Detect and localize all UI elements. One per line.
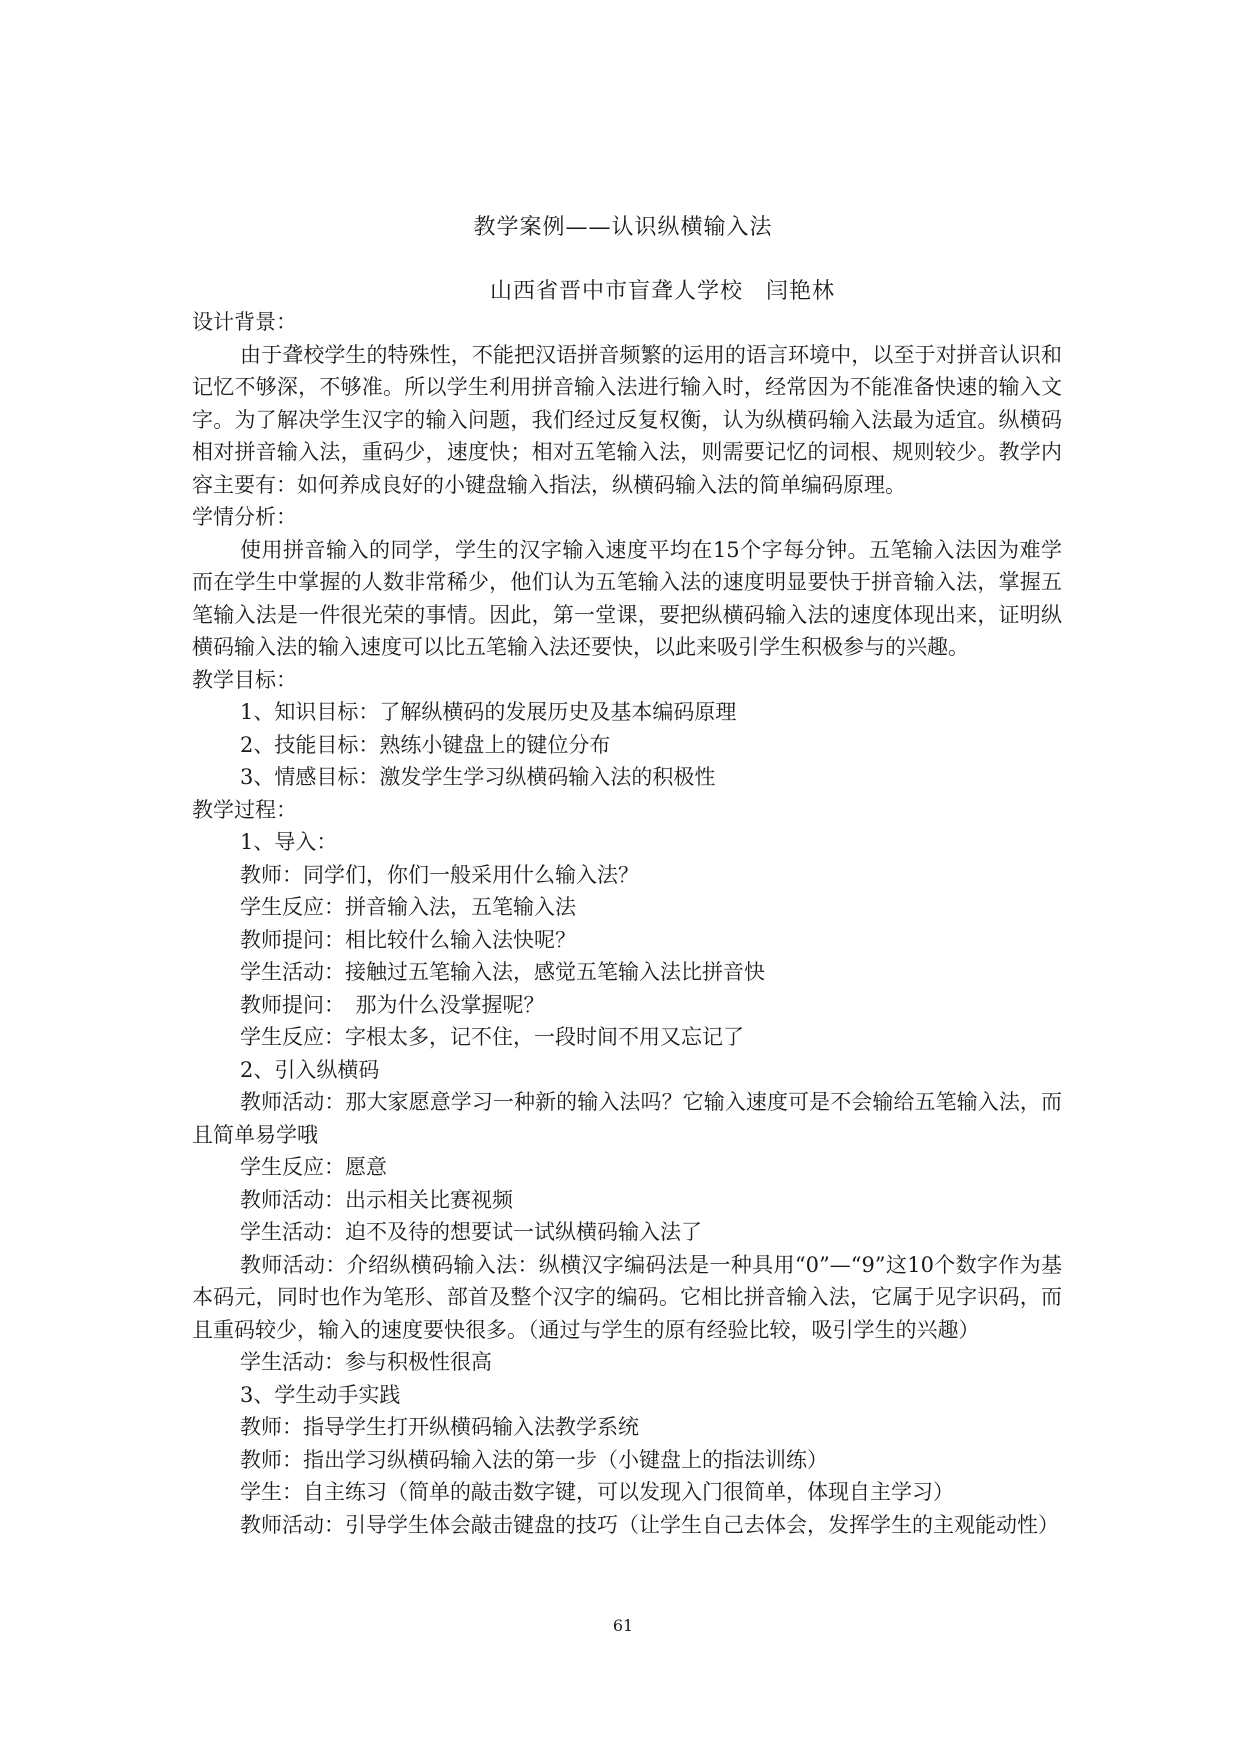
- process-line: 学生反应：愿意: [240, 1155, 387, 1179]
- process-line: 学生活动：接触过五笔输入法，感觉五笔输入法比拼音快: [240, 960, 765, 984]
- process-line: 学生活动：参与积极性很高: [240, 1350, 492, 1374]
- process-line: 教师活动：那大家愿意学习一种新的输入法吗？它输入速度可是不会输给五笔输入法，而且简单易学哦: [192, 1090, 1062, 1147]
- process-line: 教师提问： 那为什么没掌握呢？: [240, 992, 545, 1017]
- process-line: 学生活动：迫不及待的想要试一试纵横码输入法了: [240, 1220, 702, 1244]
- goal-item: 3、情感目标：激发学生学习纵横码输入法的积极性: [240, 765, 716, 789]
- process-line: 2、引入纵横码: [240, 1057, 380, 1082]
- goals-heading: 教学目标：: [192, 667, 297, 692]
- process-line: 教师活动：引导学生体会敲击键盘的技巧（让学生自己去体会，发挥学生的主观能动性）: [240, 1512, 1059, 1537]
- process-line: 教师活动：出示相关比赛视频: [240, 1187, 513, 1212]
- author-line: 山西省晋中市盲聋人学校 闫艳林: [490, 279, 836, 304]
- background-heading: 设计背景：: [192, 310, 297, 334]
- process-line: 学生反应：字根太多，记不住，一段时间不用又忘记了: [240, 1025, 744, 1049]
- document-body: [192, 306, 1062, 1541]
- goal-item: 2、技能目标：熟练小键盘上的键位分布: [240, 732, 611, 757]
- process-line: 学生反应：拼音输入法，五笔输入法: [240, 895, 576, 919]
- background-paragraph: 由于聋校学生的特殊性，不能把汉语拼音频繁的运用的语言环境中，以至于对拼音认识和记忆不够深，不够准。所以学生利用拼音输入法进行输入时，经常因为不能准备快速的输入文字。为了解决学生汉字的输入问题，我们经过反复权衡，认为纵横码输入法最为适宜。纵横码相对拼音输入法，重码少，速度快；相对五笔输入法，则需要记忆的词根、规则较少。教学内容主要有：如何养成良好的小键盘输入指法，纵横码输入法的简单编码原理。: [192, 342, 1062, 497]
- page-number: 61: [612, 1616, 634, 1635]
- process-list: [192, 826, 1062, 1541]
- analysis-heading: 学情分析：: [192, 505, 297, 529]
- process-line: 教师：指导学生打开纵横码输入法教学系统: [240, 1415, 639, 1439]
- process-line: 教师：指出学习纵横码输入法的第一步（小键盘上的指法训练）: [240, 1447, 828, 1472]
- process-line: 3、学生动手实践: [240, 1382, 401, 1407]
- process-line: 教师：同学们，你们一般采用什么输入法？: [240, 862, 639, 887]
- process-line: 学生：自主练习（简单的敲击数字键，可以发现入门很简单，体现自主学习）: [240, 1480, 954, 1504]
- analysis-paragraph: 使用拼音输入的同学，学生的汉字输入速度平均在15个字每分钟。五笔输入法因为难学而在学生中掌握的人数非常稀少，他们认为五笔输入法的速度明显要快于拼音输入法，掌握五笔输入法是一件很光荣的事情。因此，第一堂课，要把纵横码输入法的速度体现出来，证明纵横码输入法的输入速度可以比五笔输入法还要快，以此来吸引学生积极参与的兴趣。: [192, 537, 1062, 659]
- process-line: 教师活动：介绍纵横码输入法：纵横汉字编码法是一种具用“0”—“9”这10个数字作为基本码元，同时也作为笔形、部首及整个汉字的编码。它相比拼音输入法，它属于见字识码，而且重码较少，输入的速度要快很多。（通过与学生的原有经验比较，吸引学生的兴趣）: [192, 1252, 1062, 1342]
- process-heading: 教学过程：: [192, 797, 297, 822]
- goal-item: 1、知识目标：了解纵横码的发展历史及基本编码原理: [240, 700, 737, 724]
- page-title: 教学案例——认识纵横输入法: [473, 215, 773, 240]
- process-line: 1、导入：: [240, 830, 338, 854]
- process-line: 教师提问：相比较什么输入法快呢？: [240, 927, 576, 952]
